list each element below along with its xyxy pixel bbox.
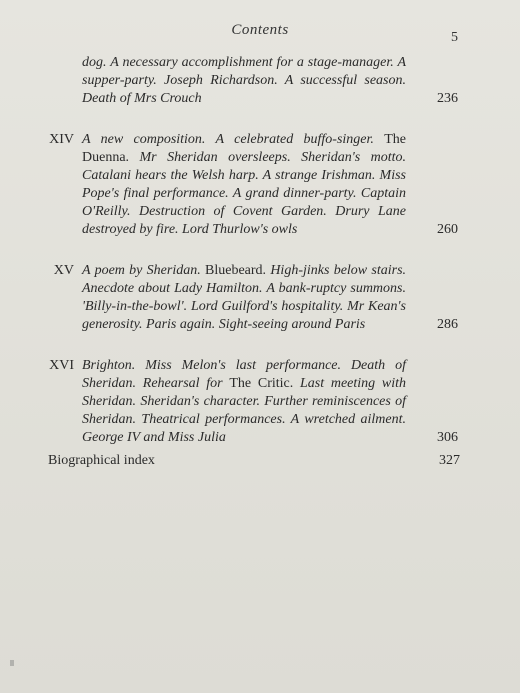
- chapter-number: XV: [53, 263, 74, 278]
- chapter-page: 286: [437, 317, 458, 332]
- index-page: 327: [439, 453, 460, 468]
- description-part: A poem by Sheridan.: [82, 263, 201, 278]
- work-title: The Duenna.: [82, 132, 407, 165]
- page-number: 5: [451, 30, 458, 45]
- toc-entry-xv: [40, 262, 460, 334]
- toc-entry-xiv: [40, 131, 460, 239]
- toc-entry-index: [48, 452, 460, 470]
- toc-entry-continued: [40, 54, 460, 108]
- description-part: Brighton. Miss Melon's last performance. Death of Sheridan. Rehearsal for: [82, 358, 406, 391]
- description-part: Mr Sheridan oversleeps. Sheridan's motto. Catalani hears the Welsh harp. A strange Irishman. Miss Pope's final performance. A grand dinner-party. Captain O'Reilly. Destruction of Covent Garden. Drury Lane destroyed by fire. Lord Thurlow's owls: [82, 150, 407, 237]
- chapter-description: [82, 262, 460, 334]
- index-label: Biographical index: [48, 453, 155, 468]
- chapter-description: [82, 131, 460, 239]
- work-title: The Critic.: [229, 376, 294, 391]
- work-title: Bluebeard.: [205, 263, 267, 278]
- page-title: Contents: [231, 22, 289, 38]
- toc-entry-xvi: [40, 357, 460, 447]
- chapter-number: [40, 54, 82, 108]
- chapter-page: 306: [437, 430, 458, 445]
- chapter-number: XIV: [49, 132, 74, 147]
- chapter-description: dog. A necessary accomplishment for a stage-manager. A supper-party. Joseph Richardson. A successful season. Death of Mrs Crouch: [82, 55, 406, 106]
- chapter-page: 236: [437, 91, 458, 106]
- table-of-contents: [40, 54, 460, 470]
- description-part: A new composition. A celebrated buffo-singer.: [82, 132, 374, 147]
- chapter-number: XVI: [49, 358, 74, 373]
- description-part: Last meeting with Sheridan. Sheridan's character. Further reminiscences of Sheridan. Theatrical performances. A wretched ailment. George IV and Miss Julia: [82, 376, 407, 445]
- page-speck: [10, 660, 14, 666]
- chapter-page: 260: [437, 222, 458, 237]
- description-part: High-jinks below stairs. Anecdote about Lady Hamilton. A bank-ruptcy summons. 'Billy-in-the-bowl'. Lord Guilford's hospitality. Mr Kean's generosity. Paris again. Sight-seeing around Paris: [82, 263, 407, 332]
- chapter-description: [82, 357, 460, 447]
